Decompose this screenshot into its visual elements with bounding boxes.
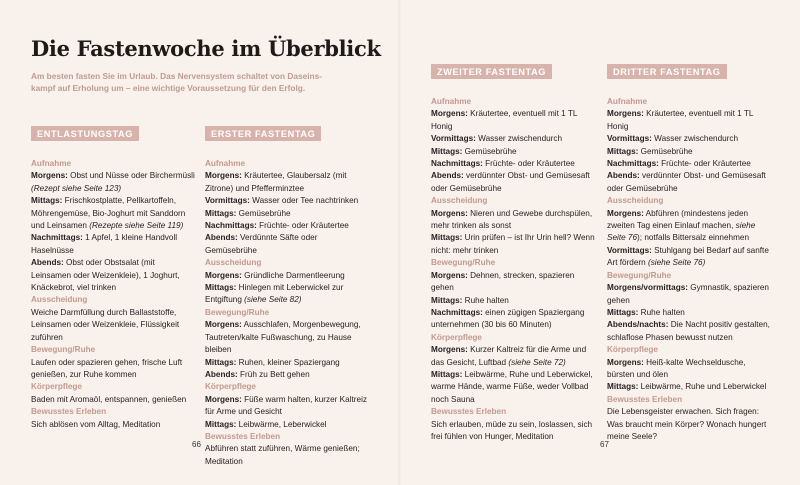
entry-kp-mittags: Mittags: Leibwärme, Ruhe und Leberwickel bbox=[607, 382, 767, 392]
entry-morgens: Morgens: Kräutertee, eventuell mit 1 TL Honig bbox=[431, 109, 578, 131]
entry-erleben: Die Lebensgeister erwachen. Sich fragen: Was braucht mein Körper? Wonach hungert meine Seele? bbox=[607, 407, 767, 441]
heading-zweiter-fastentag: ZWEITER FASTENTAG bbox=[431, 64, 552, 79]
column-dritter-fastentag bbox=[607, 64, 772, 443]
heading-dritter-fastentag: DRITTER FASTENTAG bbox=[607, 64, 727, 79]
entry-bew-mittags: Mittags: Ruhe halten bbox=[431, 295, 509, 305]
page-number-left: 66 bbox=[192, 440, 201, 449]
section-koerperpflege: Körperpflege bbox=[431, 332, 482, 342]
entry-bew-abends-nachts: Abends/nachts: Die Nacht positiv gestalten, schlaflose Phasen bewusst nutzen bbox=[607, 320, 770, 342]
section-aufnahme: Aufnahme bbox=[431, 97, 472, 106]
entry-morgens: Morgens: Obst und Nüsse oder Birchermüsli (Rezept siehe Seite 123) bbox=[31, 171, 195, 193]
entry-kp-mittags: Mittags: Leibwärme, Ruhe und Leberwickel, warme Hände, warme Füße, weder Vollbad noch Sauna bbox=[431, 369, 593, 404]
section-ausscheidung: Ausscheidung bbox=[205, 258, 262, 268]
column-zweiter-fastentag bbox=[431, 64, 596, 443]
entry-bew-mittags: Mittags: Ruhen, kleiner Spaziergang bbox=[205, 357, 340, 367]
entry-mittags: Mittags: Gemüsebrühe bbox=[607, 146, 693, 156]
heading-erster-fastentag: ERSTER FASTENTAG bbox=[205, 126, 321, 141]
section-koerperpflege: Körperpflege bbox=[205, 382, 256, 392]
section-erleben: Bewusstes Erleben bbox=[607, 394, 683, 404]
entry-aus-mittags: Mittags: Hinlegen mit Leberwickel zur Entgiftung (siehe Seite 82) bbox=[205, 283, 344, 305]
entry-vormittags: Vormittags: Wasser zwischendurch bbox=[607, 134, 739, 144]
entry-mittags: Mittags: Gemüsebrühe bbox=[205, 208, 291, 218]
right-page bbox=[400, 0, 800, 485]
section-erleben: Bewusstes Erleben bbox=[205, 431, 281, 441]
entry-nachmittags: Nachmittags: 1 Apfel, 1 kleine Handvoll Haselnüsse bbox=[31, 233, 178, 255]
entry-aus-morgens: Morgens: Abführen (mindestens jeden zweiten Tag einen Einlauf machen, siehe Seite 76); notfalls Bittersalz einnehmen bbox=[607, 208, 756, 243]
entry-kp-morgens: Morgens: Kurzer Kaltreiz für die Arme und das Gesicht, Luftbad (siehe Seite 72) bbox=[431, 345, 587, 367]
intro-text: Am besten fasten Sie im Urlaub. Das Nervensystem schaltet von Daseinskampf auf Erholung um – eine wichtige Voraussetzung für den Erfolg. bbox=[31, 71, 322, 94]
entry-ausscheidung: Weiche Darmfüllung durch Ballaststoffe, Leinsamen oder Weizenkleie, Flüssigkeit zuführen bbox=[31, 307, 180, 342]
section-koerperpflege: Körperpflege bbox=[607, 345, 658, 355]
entry-morgens: Morgens: Kräutertee, Glaubersalz (mit Zitrone) und Pfefferminztee bbox=[205, 171, 347, 193]
section-erleben: Bewusstes Erleben bbox=[31, 407, 107, 417]
heading-entlastungstag: ENTLASTUNGSTAG bbox=[31, 126, 139, 141]
entry-kp-morgens: Morgens: Füße warm halten, kurzer Kaltreiz für Arme und Gesicht bbox=[205, 394, 367, 417]
entry-abends: Abends: Verdünnte Säfte oder Gemüsebrühe bbox=[205, 233, 318, 255]
section-ausscheidung: Ausscheidung bbox=[431, 196, 488, 206]
entry-vormittags: Vormittags: Wasser oder Tee nachtrinken bbox=[205, 196, 359, 206]
entry-aus-vormittags: Vormittags: Stuhlgang bei Bedarf auf sanfte Art fördern (siehe Seite 76) bbox=[607, 245, 769, 268]
entry-koerperpflege: Baden mit Aromaöl, entspannen, genießen bbox=[31, 394, 187, 404]
section-erleben: Bewusstes Erleben bbox=[431, 407, 507, 417]
entry-aus-morgens: Morgens: Gründliche Darmentleerung bbox=[205, 270, 345, 280]
entry-aus-morgens: Morgens: Nieren und Gewebe durchspülen, mehr trinken als sonst bbox=[431, 208, 593, 231]
entry-abends: Abends: verdünnter Obst- und Gemüsesaft oder Gemüsebrühe bbox=[607, 171, 766, 193]
section-bewegung: Bewegung/Ruhe bbox=[607, 270, 672, 280]
entry-vormittags: Vormittags: Wasser zwischendurch bbox=[431, 134, 563, 144]
section-koerperpflege: Körperpflege bbox=[31, 382, 82, 392]
entry-bew-mittags: Mittags: Ruhe halten bbox=[607, 307, 685, 317]
entry-kp-mittags: Mittags: Leibwärme, Leberwickel bbox=[205, 419, 327, 429]
entry-bew-nachmittags: Nachmittags: einen zügigen Spaziergang unternehmen (30 bis 60 Minuten) bbox=[431, 307, 585, 330]
entry-bew-abends: Abends: Früh zu Bett gehen bbox=[205, 369, 310, 379]
entry-mittags: Mittags: Gemüsebrühe bbox=[431, 146, 517, 156]
section-aufnahme: Aufnahme bbox=[607, 97, 648, 106]
column-erster-fastentag bbox=[205, 126, 370, 468]
section-bewegung: Bewegung/Ruhe bbox=[431, 258, 496, 268]
entry-morgens: Morgens: Kräutertee, eventuell mit 1 TL Honig bbox=[607, 109, 754, 131]
entry-abends: Abends: verdünnter Obst- und Gemüsesaft oder Gemüsebrühe bbox=[431, 171, 590, 193]
entry-bew-morgens: Morgens: Ausschlafen, Morgenbewegung, Tautreten/kalte Fußwaschung, zu Hause bleiben bbox=[205, 320, 361, 355]
entry-erleben: Abführen statt zuführen, Wärme genießen; Meditation bbox=[205, 444, 360, 466]
entry-aus-mittags: Mittags: Urin prüfen – ist Ihr Urin hell? Wenn nicht: mehr trinken bbox=[431, 233, 595, 255]
entry-mittags: Mittags: Frischkostplatte, Pellkartoffeln, Möhrengemüse, Bio-Joghurt mit Sanddorn und Leinsamen (Rezepte siehe Seite 119) bbox=[31, 196, 186, 231]
section-aufnahme: Aufnahme bbox=[205, 159, 246, 168]
entry-abends: Abends: Obst oder Obstsalat (mit Leinsamen oder Weizenkleie), 1 Joghurt, Knäckebrot, viel trinken bbox=[31, 258, 180, 293]
section-ausscheidung: Ausscheidung bbox=[31, 295, 88, 305]
entry-erleben: Sich ablösen vom Alltag, Meditation bbox=[31, 419, 161, 429]
entry-bewegung: Laufen oder spazieren gehen, frische Luft genießen, zur Ruhe kommen bbox=[31, 357, 183, 379]
section-bewegung: Bewegung/Ruhe bbox=[31, 345, 96, 355]
entry-bew-morgens-vormittags: Morgens/vormittags: Gymnastik, spazieren gehen bbox=[607, 283, 769, 305]
entry-erleben: Sich erlauben, müde zu sein, loslassen, sich frei fühlen von Hunger, Meditation bbox=[431, 419, 593, 441]
page-title: Die Fastenwoche im Überblick bbox=[31, 36, 381, 61]
entry-nachmittags: Nachmittags: Früchte- oder Kräutertee bbox=[205, 221, 349, 231]
entry-nachmittags: Nachmittags: Früchte- oder Kräutertee bbox=[607, 159, 751, 169]
entry-bew-morgens: Morgens: Dehnen, strecken, spazieren gehen bbox=[431, 270, 575, 293]
entry-nachmittags: Nachmittags: Früchte- oder Kräutertee bbox=[431, 159, 575, 169]
page-number-right: 67 bbox=[600, 440, 609, 449]
section-aufnahme: Aufnahme bbox=[31, 159, 72, 168]
entry-kp-morgens: Morgens: Heiß-kalte Wechseldusche, bürsten und ölen bbox=[607, 357, 746, 379]
section-ausscheidung: Ausscheidung bbox=[607, 196, 664, 206]
column-entlastungstag bbox=[31, 126, 196, 431]
section-bewegung: Bewegung/Ruhe bbox=[205, 307, 270, 317]
